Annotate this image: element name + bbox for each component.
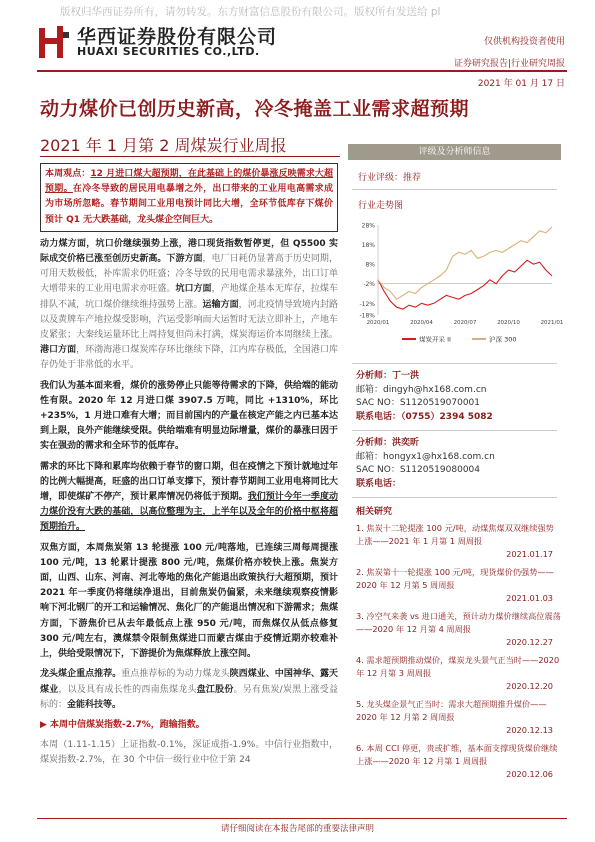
- sidebar-divider: [352, 497, 557, 498]
- y-tick-label: 18%: [361, 242, 375, 250]
- related-item-date: 2020.12.13: [506, 725, 553, 735]
- x-tick-label: 2020/07: [453, 320, 477, 326]
- analyst-block-2: [348, 437, 561, 491]
- analyst-phone: 联系电话：: [356, 478, 402, 489]
- analyst-email[interactable]: 邮箱：dingyh@hx168.com.cn: [356, 384, 487, 395]
- company-name-cn: 华西证券股份有限公司: [77, 26, 278, 48]
- p5-panjiang: 盘江股份: [196, 684, 234, 695]
- p3-text-b: 我们预计今年一季度动力煤价没有大跌的基础，以高位整理为主，上半年以及全年的价格中枢将超预期抬升。: [40, 492, 338, 533]
- related-item[interactable]: 5. 龙头煤企景气正当时：需求大超预期推升煤价——2020 年 12 月第 2 周周报: [356, 699, 547, 722]
- p1-text-f: ，河北疫情导致境内封路以及黄牌车产地拉煤受影响，汽运受影响而大运暂时无法立即补上，产地车皮紧张；大秦线运量环比上周持复但尚未打满，煤炭海运价本周继续上涨。: [40, 299, 338, 341]
- paragraph-coking: [40, 541, 338, 663]
- p1-downstream: 下游方面: [166, 254, 203, 265]
- y-tick-label: -2%: [363, 281, 375, 289]
- p1-port: 港口方面: [40, 345, 77, 356]
- p5-lead: 龙头煤企重点推荐。: [40, 669, 122, 680]
- paragraph-demand: [40, 460, 338, 536]
- paragraph-fundamentals: 我们认为基本面来看，煤价的涨势停止只能等待需求的下降，供给端的能动性有限。2020 年 12 月进口煤 3907.5 万吨，同比 +1310%，环比 +235%，1 月进口难有大增；而目前国内的产量在核定产能之内已基本达到上限，良外产能继续受限。供给端难有明显边际增量，煤价的暴涨曰因于实在强劲的需求和全环节的低库存。: [40, 380, 338, 452]
- viewpoint-text-2: 春节期间工业用电预计同比大增，全环节低库存下煤价预计 Q1 无大跌基础，龙头煤企空间巨大。: [45, 199, 333, 225]
- related-item-date: 2021.01.17: [506, 549, 553, 559]
- sidebar-divider: [352, 430, 557, 431]
- y-tick-label: -12%: [359, 300, 375, 308]
- x-tick-label: 2020/10: [497, 320, 520, 326]
- analyst-name: 分析师：丁一洪: [356, 371, 420, 381]
- p1-text-h: ，环渤海港口煤炭库存环比继续下降，江内库存极低，全国港口库存仍处于非常低的水平。: [40, 345, 338, 371]
- y-tick-label: 28%: [361, 222, 375, 230]
- sidebar: [348, 144, 564, 781]
- p5-jinneng: 金能科技等。: [67, 699, 122, 710]
- related-item-date: 2020.12.27: [506, 637, 553, 647]
- p5-text-f: 。另有焦炭/炭黑上涨受益标的：: [40, 684, 338, 710]
- p5-stocks: 陕西煤业、中国神华、露天煤业: [40, 669, 338, 695]
- legend-label-0: 煤炭开采 II: [419, 335, 451, 344]
- report-title: 动力煤价已创历史新高，冷冬掩盖工业需求超预期: [40, 98, 470, 120]
- y-tick-label: 8%: [365, 261, 375, 269]
- p4-text-a: 双焦方面，本周焦炭第 13 轮提涨 100 元/吨落地，: [40, 542, 255, 553]
- p1-text-b: ，电厂日耗仍显著高于历史同期，可用天数极低，补库需求仍旺盛；冷冬导致的民用电需求暴涨外，出口订单大增带来的工业用电需求亦旺盛。: [40, 254, 338, 295]
- p5-text-d: ，以及具有成长性的西南焦煤龙头: [58, 684, 197, 695]
- header-divider: [37, 70, 567, 72]
- subtitle-divider: [40, 156, 340, 157]
- paragraph-recommendation: [40, 667, 338, 713]
- related-item[interactable]: 3. 冷空气来袭 vs 进口通关，预计动力煤价继续高位震荡——2020 年 12 月第 4 周周报: [356, 611, 561, 634]
- x-tick-label: 2020/04: [410, 320, 433, 326]
- sidebar-divider: [352, 189, 557, 190]
- related-item[interactable]: 2. 焦炭第十一轮提涨 100 元/吨，现货煤价仍强势——2020 年 12 月第 5 周周报: [356, 567, 554, 590]
- related-item-date: 2020.12.20: [506, 681, 553, 691]
- related-item[interactable]: 4. 需求超预期推动煤价，煤炭龙头景气正当时——2020 年 12 月第 3 周周报: [356, 655, 560, 678]
- related-research-list: [348, 522, 561, 781]
- analyst-email[interactable]: 邮箱：hongyx1@hx168.com.cn: [356, 451, 495, 462]
- paragraph-index-heading: ▶ 本周中信煤炭指数-2.7%，跑输指数。: [40, 719, 205, 730]
- paragraph-thermal-coal: [40, 237, 338, 374]
- p3-text-a: 需求的环比下降和累库均依赖于春节的窗口期，但在疫情之下预计就地过年的比例大幅提高，旺盛的出口订单支撑下，预计春节期间工业用电将同比大增，即使煤矿不停产，预计累库情况仍将低于预期。: [40, 461, 338, 503]
- p4-text-b: 已连续三周每周提涨 100 元/吨，13 轮累计提涨 800 元/吨，焦煤价格亦较快上涨。焦炭方面，山西、山东、河南、河北等地的焦化产能退出政策执行大超预期，预计 2021 年一季度仍将继续净退出，目前焦炭仍偏紧，未来继续观察疫情影响下河北钢厂的开工和运输情况、焦化厂的产能退出情况和下游需求；焦煤方面，下游焦价已从去年最低点上涨 950 元/吨，而焦煤仅从低点修复 300 元/吨左右，澳煤禁令限制焦煤进口而蒙古煤由于疫情近期亦较难补上，供给受限情况下，下游提价为焦煤释放上涨空间。: [40, 542, 338, 660]
- p5-text-b: 重点推荐标的为动力煤龙头: [121, 669, 230, 680]
- main-body: [40, 163, 338, 774]
- related-item-date: 2021.01.03: [506, 593, 553, 603]
- y-tick-label: -18%: [359, 312, 375, 320]
- x-tick-label: 2020/01: [366, 320, 390, 326]
- analyst-sac: SAC NO：S1120519070001: [356, 398, 480, 408]
- legend-label-1: 沪深 300: [489, 335, 517, 344]
- analyst-block-1: [348, 370, 561, 424]
- viewpoint-red-1: 12 月进口煤大超预期，在此基础上的煤价暴涨反映需求大超预期。: [45, 169, 333, 195]
- related-item[interactable]: 1. 焦炭十二轮提涨 100 元/吨，动煤焦煤双双继续强势上涨——2021 年 1 月第 1 周周报: [356, 523, 554, 546]
- audience-note: 仅供机构投资者使用: [483, 37, 565, 47]
- trend-chart-label: 行业走势图: [358, 201, 404, 211]
- sidebar-header: 评级及分析师信息: [348, 144, 561, 160]
- footer-divider: [37, 818, 567, 819]
- p1-pithead: 坑口方面: [175, 284, 212, 295]
- p1-bold: 动力煤方面，坑口价继续强势上涨，港口现货指数暂停更，但 Q5500 实际成交价格已涨至创历史新高。: [40, 238, 338, 265]
- analyst-sac: SAC NO：S1120519080004: [356, 465, 480, 475]
- company-name-en: HUAXI SECURITIES CO.,LTD.: [77, 45, 260, 58]
- p1-transport: 运输方面: [202, 299, 239, 310]
- trend-chart: [352, 217, 564, 357]
- key-viewpoint-box: [40, 163, 338, 232]
- related-item[interactable]: 6. 本周 CCI 停更，贵或扩维，基本面支撑现货煤价继续上涨——2020 年 12 月第 1 周周报: [356, 743, 558, 766]
- report-type: 证券研究报告|行业研究周报: [453, 59, 565, 69]
- x-tick-label: 2021/01: [540, 320, 564, 326]
- trend-chart-svg: [352, 217, 564, 357]
- analyst-phone: 联系电话：（0755）2394 5082: [356, 411, 493, 422]
- p1-text-d: ，产地煤企基本无库存，拉煤车排队不减，坑口煤价继续维持强势上涨。: [40, 284, 338, 310]
- report-date: 2021 年 01 月 17 日: [477, 79, 565, 89]
- industry-rating: 行业评级：推荐: [358, 173, 422, 183]
- sidebar-divider: [352, 363, 557, 364]
- related-research-title: 相关研究: [356, 507, 393, 517]
- viewpoint-lead: 本周观点：: [45, 169, 91, 179]
- watermark: 版权归华西证券所有，请勿转发。东方财富信息股份有限公司。版权所有发送给 pl: [60, 6, 441, 18]
- series-line-0: [378, 260, 552, 309]
- analyst-name: 分析师：洪奕昕: [356, 438, 420, 448]
- paragraph-index-detail: 本周（1.11-1.15）上证指数-0.1%，深证成指-1.9%。中信行业指数中，煤炭指数-2.7%，在 30 个中信一级行业中位于第 24: [40, 740, 338, 766]
- footer-disclaimer: 请仔细阅读在本报告尾部的重要法律声明: [220, 824, 374, 834]
- huaxi-logo-icon: [37, 24, 71, 60]
- related-item-date: 2020.12.06: [506, 769, 553, 779]
- series-line-1: [378, 227, 552, 299]
- report-subtitle: 2021 年 1 月第 2 周煤炭行业周报: [40, 136, 287, 155]
- viewpoint-text-1: 在冷冬导致的居民用电暴增之外，出口带来的工业用电高需求成为市场所忽略。: [45, 184, 333, 210]
